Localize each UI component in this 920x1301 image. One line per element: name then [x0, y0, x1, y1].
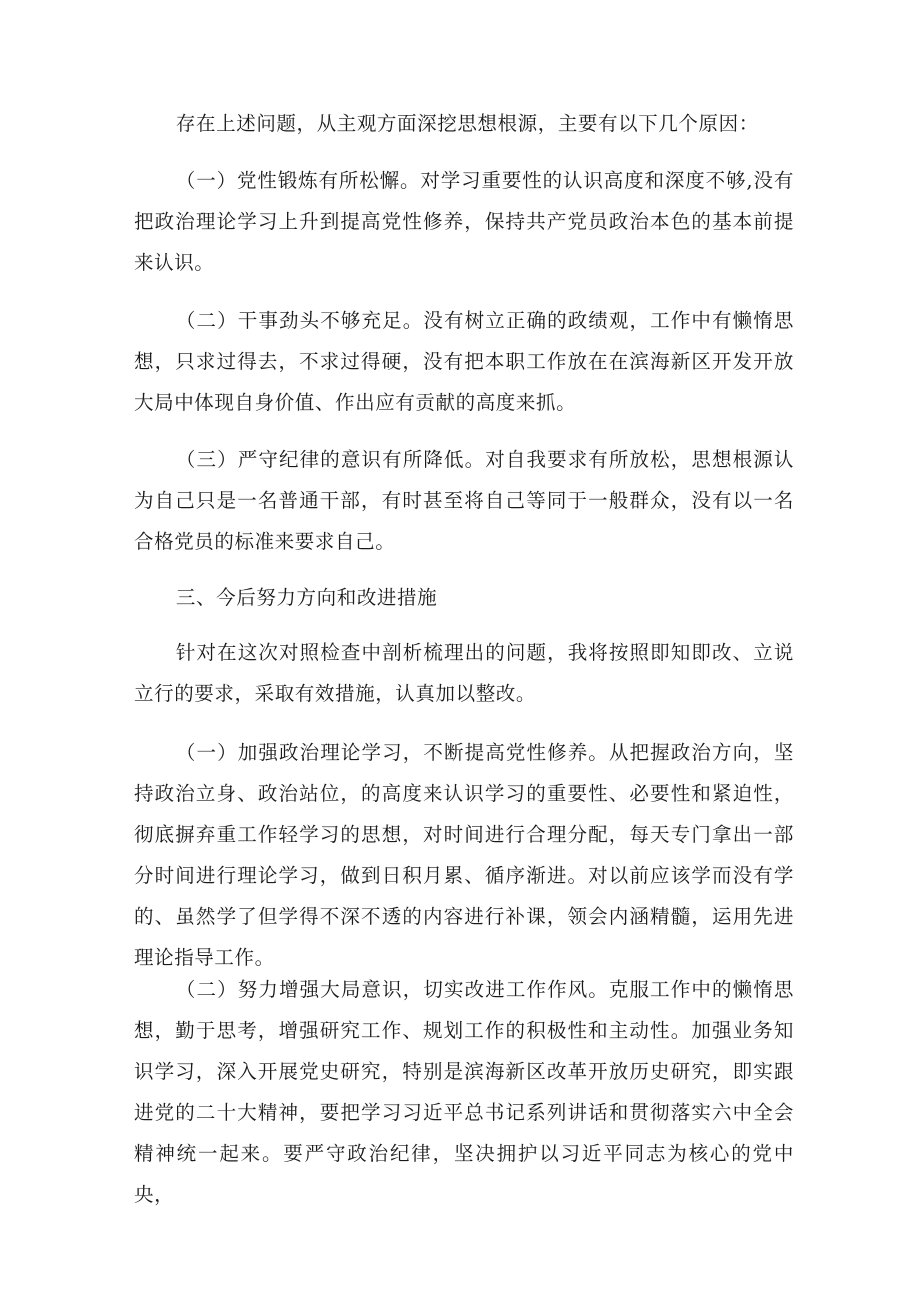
paragraph-measure-2: （二）努力增强大局意识，切实改进工作作风。克服工作中的懒惰思想，勤于思考，增强研究工作、规划工作的积极性和主动性。加强业务知识学习，深入开展党史研究，特别是滨海新区改革开放历史研究，即实跟进党的二十大精神，要把学习习近平总书记系列讲话和贯彻落实六中全会精神统一起来。要严守政治纪律，坚决拥护以习近平同志为核心的党中央， — [134, 978, 794, 1206]
section-heading: 三、今后努力方向和改进措施 — [175, 586, 438, 609]
paragraph-cause-3: （三）严守纪律的意识有所降低。对自我要求有所放松，思想根源认为自己只是一名普通干部，有时甚至将自己等同于一般群众，没有以一名合格党员的标准来要求自己。 — [134, 448, 794, 553]
paragraph-measure-1: （一）加强政治理论学习，不断提高党性修养。从把握政治方向，坚持政治立身、政治站位，的高度来认识学习的重要性、必要性和紧迫性，彻底摒弃重工作轻学习的思想，对时间进行合理分配，每天专门拿出一部分时间进行理论学习，做到日积月累、循序渐进。对以前应该学而没有学的、虽然学了但学得不深不透的内容进行补课，领会内涵精髓，运用先进理论指导工作。 — [134, 741, 794, 969]
paragraph-intro: 存在上述问题，从主观方面深挖思想根源，主要有以下几个原因： — [175, 112, 759, 135]
paragraph-cause-1: （一）党性锻炼有所松懈。对学习重要性的认识高度和深度不够,没有把政治理论学习上升到提高党性修养，保持共产党员政治本色的基本前提来认识。 — [134, 169, 794, 274]
paragraph-cause-2: （二）干事劲头不够充足。没有树立正确的政绩观，工作中有懒惰思想，只求过得去，不求过得硬，没有把本职工作放在在滨海新区开发开放大局中体现自身价值、作出应有贡献的高度来抓。 — [134, 309, 794, 414]
paragraph-measures-intro: 针对在这次对照检查中剖析梳理出的问题，我将按照即知即改、立说立行的要求，采取有效措施，认真加以整改。 — [134, 641, 794, 705]
